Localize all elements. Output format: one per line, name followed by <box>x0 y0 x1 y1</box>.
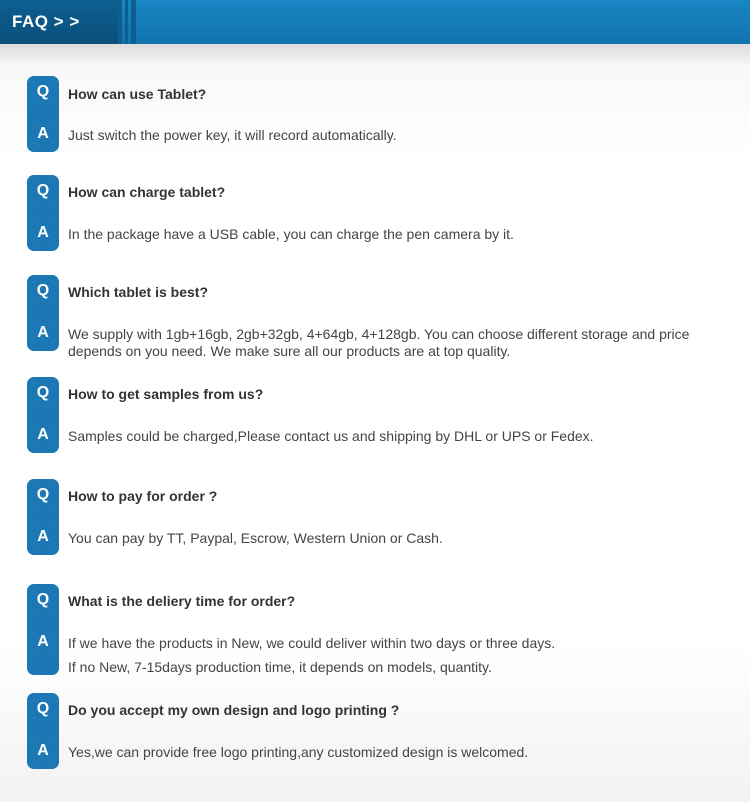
answer-letter: A <box>33 527 53 547</box>
question-badge <box>31 279 55 303</box>
faq-answer: You can pay by TT, Paypal, Escrow, Western Union or Cash. <box>68 530 443 546</box>
question-letter: Q <box>33 590 53 610</box>
answer-badge <box>31 321 55 345</box>
answer-badge <box>31 221 55 245</box>
faq-answer-line-2: If no New, 7-15days production time, it depends on models, quantity. <box>68 659 492 675</box>
answer-letter: A <box>33 223 53 243</box>
answer-letter: A <box>33 323 53 343</box>
faq-answer: If we have the products in New, we could deliver within two days or three days. <box>68 635 556 651</box>
answer-letter: A <box>33 632 53 652</box>
question-letter: Q <box>33 281 53 301</box>
faq-answer: Yes,we can provide free logo printing,any customized design is welcomed. <box>68 744 529 760</box>
faq-question: Do you accept my own design and logo printing ? <box>68 702 400 718</box>
answer-letter: A <box>33 124 53 144</box>
question-badge <box>31 588 55 612</box>
answer-letter: A <box>33 425 53 445</box>
faq-answer: Just switch the power key, it will record automatically. <box>68 127 397 143</box>
faq-question: Which tablet is best? <box>68 284 209 300</box>
answer-badge <box>31 630 55 654</box>
question-letter: Q <box>33 699 53 719</box>
header-title: FAQ > > <box>12 12 80 31</box>
answer-badge <box>31 525 55 549</box>
question-badge <box>31 381 55 405</box>
faq-answer: We supply with 1gb+16gb, 2gb+32gb, 4+64gb, 4+128gb. You can choose different storage and price depends on you need. We make sure all our products are at top quality. <box>68 326 690 359</box>
faq-question: How can charge tablet? <box>68 184 226 200</box>
answer-letter: A <box>33 741 53 761</box>
question-letter: Q <box>33 181 53 201</box>
faq-question: How to pay for order ? <box>68 488 218 504</box>
faq-answer: Samples could be charged,Please contact us and shipping by DHL or UPS or Fedex. <box>68 428 594 444</box>
question-badge <box>31 697 55 721</box>
answer-badge <box>31 739 55 763</box>
faq-question: What is the deliery time for order? <box>68 593 296 609</box>
answer-badge <box>31 423 55 447</box>
question-badge <box>31 179 55 203</box>
question-badge <box>31 80 55 104</box>
faq-answer: In the package have a USB cable, you can charge the pen camera by it. <box>68 226 514 242</box>
faq-question: How can use Tablet? <box>68 86 207 102</box>
answer-badge <box>31 122 55 146</box>
faq-question: How to get samples from us? <box>68 386 264 402</box>
question-letter: Q <box>33 485 53 505</box>
question-letter: Q <box>33 82 53 102</box>
question-badge <box>31 483 55 507</box>
question-letter: Q <box>33 383 53 403</box>
